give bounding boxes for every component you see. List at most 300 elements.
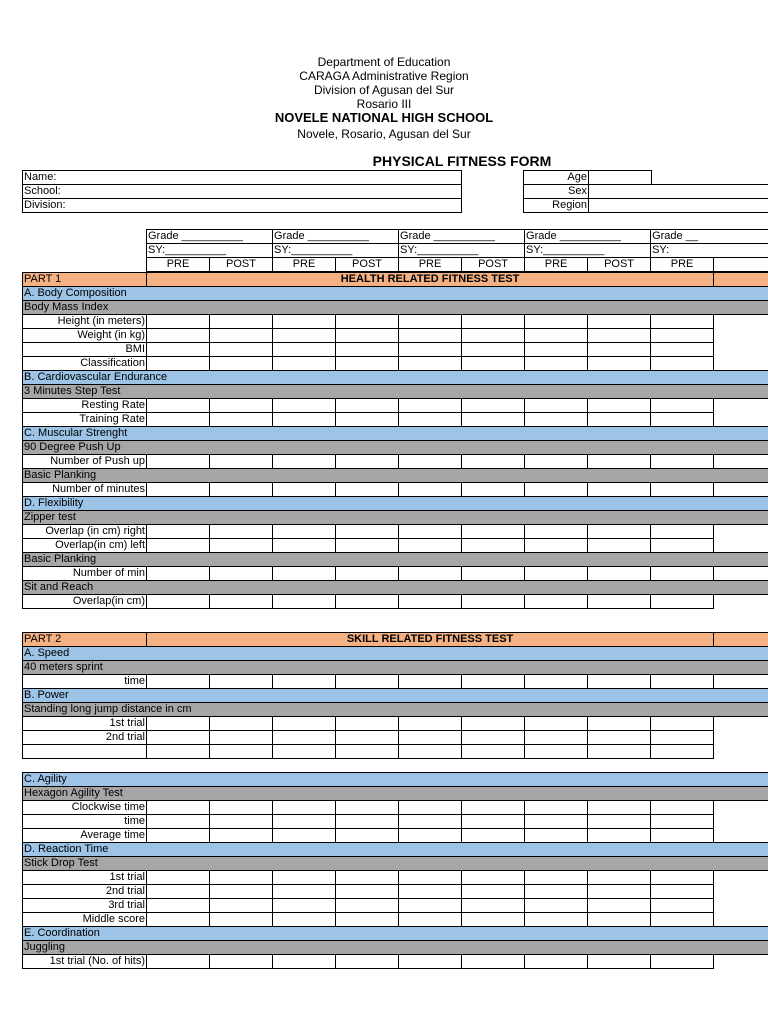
score-cell[interactable] (462, 567, 525, 581)
score-cell[interactable] (588, 595, 651, 609)
score-cell[interactable] (462, 731, 525, 745)
score-cell[interactable] (273, 539, 336, 553)
score-cell-clipped[interactable] (714, 871, 768, 885)
score-cell-clipped[interactable] (714, 829, 768, 843)
score-cell[interactable] (210, 745, 273, 759)
score-cell[interactable] (462, 717, 525, 731)
score-cell[interactable] (210, 413, 273, 427)
score-cell[interactable] (336, 329, 399, 343)
score-cell[interactable] (525, 913, 588, 927)
score-cell-clipped[interactable] (714, 885, 768, 899)
score-cell[interactable] (147, 899, 210, 913)
measure-label: time (23, 675, 147, 689)
subsection-row (23, 941, 768, 955)
score-cell-clipped[interactable] (714, 455, 768, 469)
score-cell[interactable] (588, 745, 651, 759)
subsection-label: 90 Degree Push Up (23, 441, 768, 455)
sex-label: Sex (524, 185, 589, 199)
score-cell-clipped[interactable] (714, 329, 768, 343)
score-cell[interactable] (147, 913, 210, 927)
score-cell-clipped[interactable] (714, 745, 768, 759)
score-cell[interactable] (525, 815, 588, 829)
score-cell[interactable] (273, 731, 336, 745)
score-cell[interactable] (273, 399, 336, 413)
score-cell[interactable] (147, 871, 210, 885)
score-cell[interactable] (147, 525, 210, 539)
score-cell[interactable] (147, 343, 210, 357)
score-cell[interactable] (588, 815, 651, 829)
table-row (23, 539, 768, 553)
score-cell-clipped[interactable] (714, 955, 768, 969)
measure-label (23, 745, 147, 759)
table-row (23, 717, 768, 731)
score-cell[interactable] (462, 343, 525, 357)
sy-header[interactable] (651, 244, 768, 258)
score-cell[interactable] (588, 955, 651, 969)
score-cell[interactable] (336, 717, 399, 731)
score-cell[interactable] (147, 315, 210, 329)
score-cell[interactable] (210, 871, 273, 885)
score-cell[interactable] (525, 829, 588, 843)
score-cell[interactable] (399, 815, 462, 829)
score-cell[interactable] (273, 815, 336, 829)
score-cell[interactable] (210, 315, 273, 329)
score-cell[interactable] (273, 413, 336, 427)
name-field[interactable]: Name: (23, 171, 462, 185)
score-cell[interactable] (651, 801, 714, 815)
grade-label: Grade (400, 230, 431, 242)
score-cell[interactable] (336, 455, 399, 469)
score-cell[interactable] (336, 829, 399, 843)
pre-header: PRE (525, 258, 588, 272)
score-cell[interactable] (588, 413, 651, 427)
table-row (23, 745, 768, 759)
score-cell[interactable] (651, 329, 714, 343)
score-cell[interactable] (462, 871, 525, 885)
score-cell[interactable] (651, 871, 714, 885)
score-cell[interactable] (210, 731, 273, 745)
score-cell[interactable] (462, 745, 525, 759)
score-cell[interactable] (210, 955, 273, 969)
score-cell[interactable] (588, 731, 651, 745)
score-cell[interactable] (210, 455, 273, 469)
score-cell[interactable] (588, 913, 651, 927)
score-cell[interactable] (588, 455, 651, 469)
score-cell[interactable] (588, 483, 651, 497)
score-cell[interactable] (588, 871, 651, 885)
measure-label: 3rd trial (23, 899, 147, 913)
score-cell-clipped[interactable] (714, 525, 768, 539)
score-cell[interactable] (210, 343, 273, 357)
post-header: POST (462, 258, 525, 272)
score-cell[interactable] (399, 525, 462, 539)
score-cell[interactable] (147, 717, 210, 731)
score-cell[interactable] (651, 675, 714, 689)
score-cell[interactable] (210, 675, 273, 689)
score-cell[interactable] (399, 731, 462, 745)
score-cell[interactable] (525, 717, 588, 731)
score-cell[interactable] (651, 815, 714, 829)
score-cell[interactable] (651, 745, 714, 759)
score-cell[interactable] (336, 357, 399, 371)
score-cell[interactable] (525, 343, 588, 357)
score-cell[interactable] (651, 343, 714, 357)
score-cell[interactable] (273, 357, 336, 371)
section-label: B. Cardiovascular Endurance (23, 371, 768, 385)
score-cell[interactable] (588, 357, 651, 371)
score-cell[interactable] (399, 413, 462, 427)
header-line-1: Department of Education (317, 55, 451, 69)
score-cell[interactable] (210, 717, 273, 731)
score-cell[interactable] (147, 815, 210, 829)
score-cell[interactable] (651, 413, 714, 427)
score-cell[interactable] (273, 595, 336, 609)
score-cell[interactable] (210, 329, 273, 343)
score-cell-clipped[interactable] (714, 815, 768, 829)
score-cell[interactable] (147, 801, 210, 815)
score-cell[interactable] (336, 399, 399, 413)
score-cell[interactable] (336, 595, 399, 609)
score-cell[interactable] (399, 899, 462, 913)
sy-header[interactable] (273, 244, 399, 258)
score-cell[interactable] (651, 455, 714, 469)
score-cell[interactable] (651, 955, 714, 969)
score-cell[interactable] (588, 801, 651, 815)
score-cell[interactable] (147, 399, 210, 413)
score-cell[interactable] (273, 343, 336, 357)
score-cell[interactable] (273, 315, 336, 329)
score-cell[interactable] (273, 483, 336, 497)
grade-blank: __ (685, 230, 698, 242)
score-cell[interactable] (651, 595, 714, 609)
post-header-clipped (714, 258, 768, 272)
score-cell[interactable] (525, 399, 588, 413)
score-cell[interactable] (336, 801, 399, 815)
score-cell[interactable] (588, 525, 651, 539)
score-cell[interactable] (462, 525, 525, 539)
score-cell[interactable] (525, 567, 588, 581)
score-cell[interactable] (399, 483, 462, 497)
score-cell[interactable] (273, 829, 336, 843)
sy-header[interactable] (147, 244, 273, 258)
score-cell[interactable] (399, 955, 462, 969)
score-cell[interactable] (588, 885, 651, 899)
part2-label: PART 2 (23, 633, 147, 647)
score-cell[interactable] (273, 745, 336, 759)
score-cell[interactable] (525, 955, 588, 969)
score-cell[interactable] (399, 315, 462, 329)
score-cell[interactable] (462, 829, 525, 843)
score-cell[interactable] (336, 731, 399, 745)
score-cell[interactable] (210, 525, 273, 539)
score-cell[interactable] (147, 413, 210, 427)
score-cell[interactable] (525, 731, 588, 745)
score-cell[interactable] (462, 413, 525, 427)
score-cell[interactable] (210, 801, 273, 815)
score-cell[interactable] (399, 675, 462, 689)
score-cell-clipped[interactable] (714, 413, 768, 427)
score-cell[interactable] (210, 567, 273, 581)
score-cell[interactable] (651, 717, 714, 731)
score-cell[interactable] (336, 871, 399, 885)
score-cell[interactable] (336, 343, 399, 357)
score-cell[interactable] (210, 815, 273, 829)
sex-field[interactable] (589, 185, 652, 199)
section-label: A. Body Composition (23, 287, 768, 301)
subsection-label: Body Mass Index (23, 301, 768, 315)
score-cell[interactable] (147, 955, 210, 969)
score-cell[interactable] (273, 329, 336, 343)
score-cell[interactable] (651, 525, 714, 539)
division-field[interactable]: Division: (23, 199, 462, 213)
score-cell[interactable] (525, 329, 588, 343)
table-row (23, 343, 768, 357)
score-cell[interactable] (462, 675, 525, 689)
grade-header[interactable] (273, 230, 399, 244)
score-cell[interactable] (399, 871, 462, 885)
score-cell[interactable] (210, 399, 273, 413)
grade-header[interactable] (147, 230, 273, 244)
score-cell[interactable] (399, 399, 462, 413)
score-cell[interactable] (462, 315, 525, 329)
score-cell-clipped[interactable] (714, 343, 768, 357)
score-cell[interactable] (525, 871, 588, 885)
score-cell[interactable] (336, 745, 399, 759)
score-cell-clipped[interactable] (714, 675, 768, 689)
measure-label: Height (in meters) (23, 315, 147, 329)
score-cell[interactable] (147, 483, 210, 497)
subsection-label: Basic Planking (23, 553, 768, 567)
sy-header[interactable] (399, 244, 525, 258)
score-cell[interactable] (525, 413, 588, 427)
score-cell[interactable] (525, 885, 588, 899)
measure-label: Average time (23, 829, 147, 843)
school-field[interactable]: School: (23, 185, 462, 199)
section-row (23, 371, 768, 385)
score-cell[interactable] (399, 357, 462, 371)
score-cell[interactable] (651, 483, 714, 497)
score-cell[interactable] (147, 731, 210, 745)
score-cell[interactable] (588, 399, 651, 413)
grade-header[interactable] (399, 230, 525, 244)
score-cell-clipped[interactable] (714, 801, 768, 815)
score-cell[interactable] (588, 567, 651, 581)
score-cell[interactable] (525, 801, 588, 815)
measure-label: time (23, 815, 147, 829)
score-cell[interactable] (273, 885, 336, 899)
score-cell-clipped[interactable] (714, 567, 768, 581)
score-cell-clipped[interactable] (714, 913, 768, 927)
score-cell[interactable] (399, 595, 462, 609)
score-cell[interactable] (147, 595, 210, 609)
score-cell[interactable] (525, 539, 588, 553)
score-cell[interactable] (147, 357, 210, 371)
score-cell[interactable] (588, 329, 651, 343)
score-cell[interactable] (147, 885, 210, 899)
score-cell-clipped[interactable] (714, 399, 768, 413)
score-cell[interactable] (210, 357, 273, 371)
score-cell[interactable] (588, 829, 651, 843)
score-cell[interactable] (399, 329, 462, 343)
score-cell[interactable] (525, 675, 588, 689)
score-cell[interactable] (462, 399, 525, 413)
score-cell[interactable] (336, 413, 399, 427)
score-cell[interactable] (273, 871, 336, 885)
score-cell[interactable] (336, 315, 399, 329)
score-cell[interactable] (462, 483, 525, 497)
score-cell[interactable] (336, 913, 399, 927)
score-cell[interactable] (210, 829, 273, 843)
score-cell[interactable] (210, 483, 273, 497)
score-cell[interactable] (462, 329, 525, 343)
score-cell[interactable] (462, 357, 525, 371)
score-cell[interactable] (399, 829, 462, 843)
subsection-row (23, 581, 768, 595)
score-cell[interactable] (399, 913, 462, 927)
score-cell[interactable] (462, 455, 525, 469)
score-cell[interactable] (336, 525, 399, 539)
score-cell[interactable] (399, 801, 462, 815)
score-cell-clipped[interactable] (714, 717, 768, 731)
table-row (23, 525, 768, 539)
score-cell[interactable] (399, 567, 462, 581)
grade-header[interactable] (525, 230, 651, 244)
score-cell[interactable] (273, 717, 336, 731)
score-cell[interactable] (525, 357, 588, 371)
score-cell[interactable] (210, 539, 273, 553)
score-cell[interactable] (462, 801, 525, 815)
score-cell-clipped[interactable] (714, 315, 768, 329)
table-row (23, 885, 768, 899)
score-cell[interactable] (525, 525, 588, 539)
subsection-label: Zipper test (23, 511, 768, 525)
part2-title: SKILL RELATED FITNESS TEST (147, 633, 714, 647)
sy-blank: __________ (417, 244, 479, 256)
score-cell[interactable] (147, 567, 210, 581)
score-cell[interactable] (588, 343, 651, 357)
score-cell[interactable] (147, 675, 210, 689)
score-cell[interactable] (399, 885, 462, 899)
section-row (23, 647, 768, 661)
part1-label: PART 1 (23, 273, 147, 287)
score-cell[interactable] (462, 885, 525, 899)
score-cell[interactable] (336, 539, 399, 553)
measure-label: Training Rate (23, 413, 147, 427)
score-cell[interactable] (651, 829, 714, 843)
score-cell[interactable] (273, 675, 336, 689)
score-cell[interactable] (399, 539, 462, 553)
score-cell[interactable] (273, 525, 336, 539)
region-field[interactable] (589, 199, 652, 213)
score-cell-clipped[interactable] (714, 539, 768, 553)
score-cell[interactable] (651, 885, 714, 899)
score-cell[interactable] (210, 885, 273, 899)
score-cell[interactable] (273, 955, 336, 969)
score-cell[interactable] (210, 913, 273, 927)
score-cell[interactable] (588, 675, 651, 689)
score-cell[interactable] (336, 483, 399, 497)
score-cell[interactable] (588, 539, 651, 553)
score-cell[interactable] (273, 801, 336, 815)
score-cell[interactable] (525, 455, 588, 469)
score-cell-clipped[interactable] (714, 899, 768, 913)
score-cell[interactable] (588, 899, 651, 913)
score-cell[interactable] (273, 455, 336, 469)
score-cell[interactable] (462, 539, 525, 553)
table-row (23, 567, 768, 581)
score-cell[interactable] (588, 315, 651, 329)
row-fill (714, 273, 768, 287)
score-cell[interactable] (462, 815, 525, 829)
score-cell[interactable] (651, 357, 714, 371)
score-cell[interactable] (525, 899, 588, 913)
score-cell[interactable] (336, 885, 399, 899)
score-cell[interactable] (336, 675, 399, 689)
score-cell[interactable] (651, 315, 714, 329)
table-row (23, 899, 768, 913)
score-cell[interactable] (462, 899, 525, 913)
score-cell-clipped[interactable] (714, 357, 768, 371)
score-cell[interactable] (462, 955, 525, 969)
score-cell[interactable] (273, 913, 336, 927)
score-cell[interactable] (525, 315, 588, 329)
score-cell[interactable] (336, 567, 399, 581)
score-cell[interactable] (147, 829, 210, 843)
score-cell[interactable] (147, 455, 210, 469)
score-cell-clipped[interactable] (714, 483, 768, 497)
score-cell[interactable] (651, 913, 714, 927)
info-left-table (22, 170, 462, 213)
score-cell[interactable] (336, 815, 399, 829)
section-label: A. Speed (23, 647, 768, 661)
score-cell[interactable] (651, 899, 714, 913)
score-cell[interactable] (336, 955, 399, 969)
grade-header[interactable] (651, 230, 768, 244)
score-cell-clipped[interactable] (714, 731, 768, 745)
score-cell[interactable] (651, 399, 714, 413)
score-cell[interactable] (525, 483, 588, 497)
sy-header[interactable] (525, 244, 651, 258)
score-cell[interactable] (210, 899, 273, 913)
score-cell[interactable] (651, 567, 714, 581)
score-cell[interactable] (273, 567, 336, 581)
score-cell[interactable] (651, 539, 714, 553)
subsection-label: Juggling (23, 941, 768, 955)
score-cell[interactable] (525, 745, 588, 759)
score-cell[interactable] (147, 539, 210, 553)
score-cell[interactable] (147, 745, 210, 759)
age-field[interactable] (589, 171, 652, 185)
subsection-row (23, 703, 768, 717)
part1-table (22, 272, 768, 609)
score-cell[interactable] (651, 731, 714, 745)
score-cell[interactable] (210, 595, 273, 609)
score-cell[interactable] (525, 595, 588, 609)
score-cell[interactable] (462, 913, 525, 927)
score-cell[interactable] (399, 745, 462, 759)
score-cell[interactable] (273, 899, 336, 913)
score-cell[interactable] (336, 899, 399, 913)
score-cell[interactable] (462, 595, 525, 609)
score-cell[interactable] (588, 717, 651, 731)
pre-header: PRE (273, 258, 336, 272)
score-cell[interactable] (399, 455, 462, 469)
score-cell[interactable] (399, 717, 462, 731)
pre-header: PRE (399, 258, 462, 272)
score-cell[interactable] (399, 343, 462, 357)
score-cell[interactable] (147, 329, 210, 343)
score-cell-clipped[interactable] (714, 595, 768, 609)
